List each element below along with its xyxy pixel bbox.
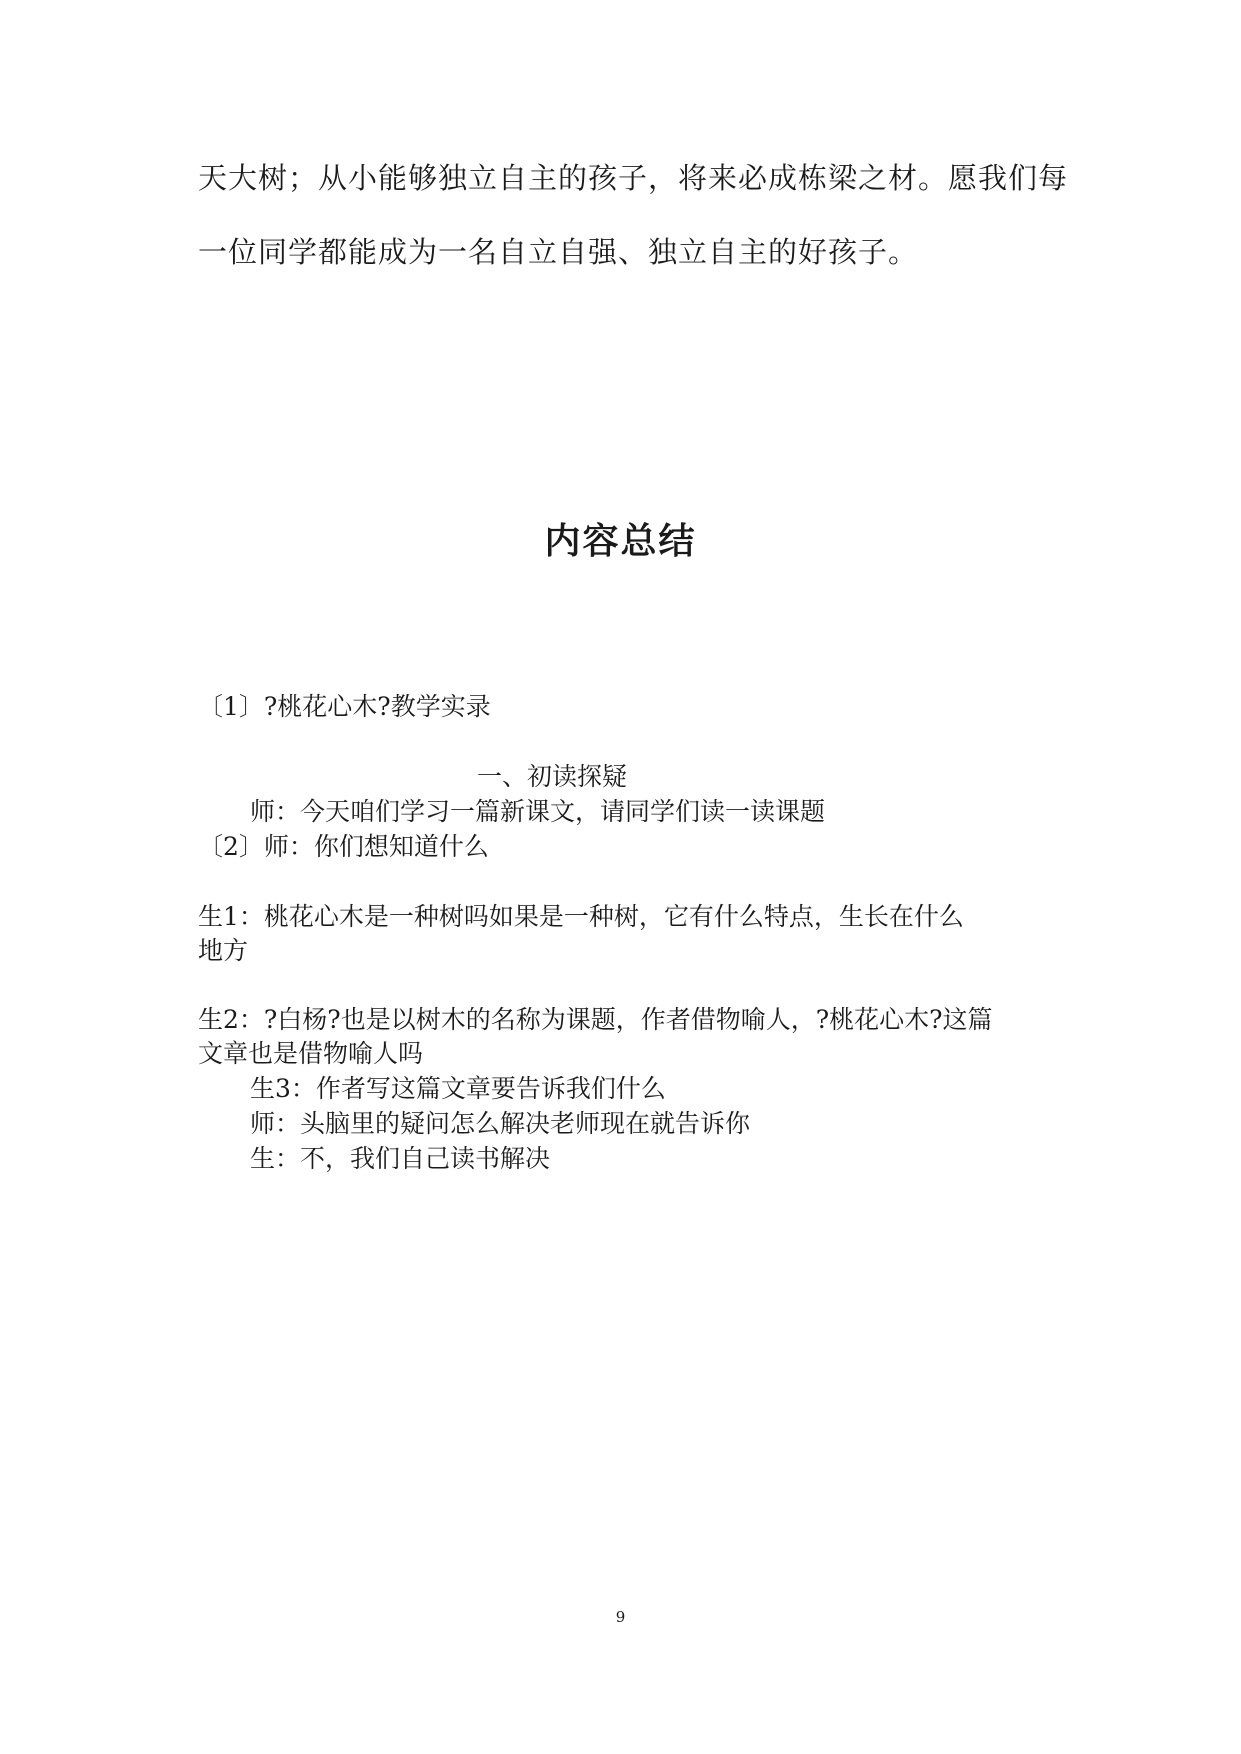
teacher-line-1: 师：今天咱们学习一篇新课文，请同学们读一读课题 (250, 797, 826, 826)
student-2-line-2: 文章也是借物喻人吗 (198, 1039, 424, 1068)
student-reply-line: 生：不，我们自己读书解决 (250, 1144, 551, 1173)
student-1-line-2: 地方 (198, 936, 249, 965)
section-heading: 一、初读探疑 (477, 762, 628, 791)
intro-line-2: 一位同学都能成为一名自立自强、独立自主的好孩子。 (198, 235, 919, 269)
student-2-line-1: 生2：?白杨?也是以树木的名称为课题，作者借物喻人，?桃花心木?这篇 (198, 1005, 993, 1034)
teacher-line-2: 师：头脑里的疑问怎么解决老师现在就告诉你 (250, 1109, 751, 1138)
intro-line-1: 天大树；从小能够独立自主的孩子，将来必成栋梁之材。愿我们每 (198, 161, 1069, 195)
item-2: 〔2〕师：你们想知道什么 (198, 832, 489, 861)
section-title: 内容总结 (544, 521, 697, 562)
student-3-line: 生3：作者写这篇文章要告诉我们什么 (250, 1074, 666, 1103)
item-1: 〔1〕?桃花心木?教学实录 (198, 692, 491, 721)
page-number: 9 (615, 1608, 626, 1626)
student-1-line-1: 生1：桃花心木是一种树吗如果是一种树，它有什么特点，生长在什么 (198, 902, 964, 931)
